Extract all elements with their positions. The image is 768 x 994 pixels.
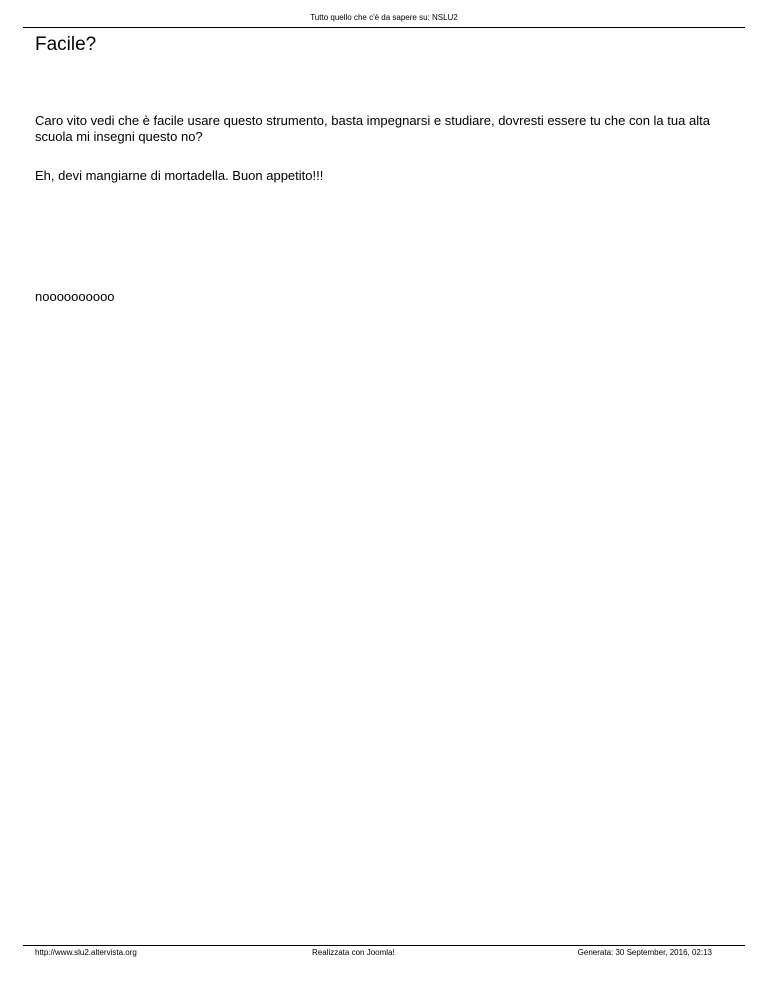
- article-paragraph-3: noooooooooo: [35, 289, 115, 304]
- article-title: Facile?: [35, 34, 97, 55]
- article-paragraph-1: Caro vito vedi che è facile usare questo strumento, basta impegnarsi e studiare, dovresti essere tu che con la tua alta scuola mi insegni questo no?: [35, 113, 710, 144]
- footer-site-url[interactable]: http://www.slu2.altervista.org: [35, 948, 137, 957]
- article-paragraph-2: Eh, devi mangiarne di mortadella. Buon appetito!!!: [35, 168, 324, 183]
- page-header: Tutto quello che c'è da sapere su: NSLU2: [310, 13, 458, 22]
- footer-divider: [23, 945, 745, 946]
- header-divider: [23, 27, 745, 28]
- footer-powered-by: Realizzata con Joomla!: [312, 948, 395, 957]
- footer-generated-date: Generata: 30 September, 2016, 02:13: [577, 948, 712, 957]
